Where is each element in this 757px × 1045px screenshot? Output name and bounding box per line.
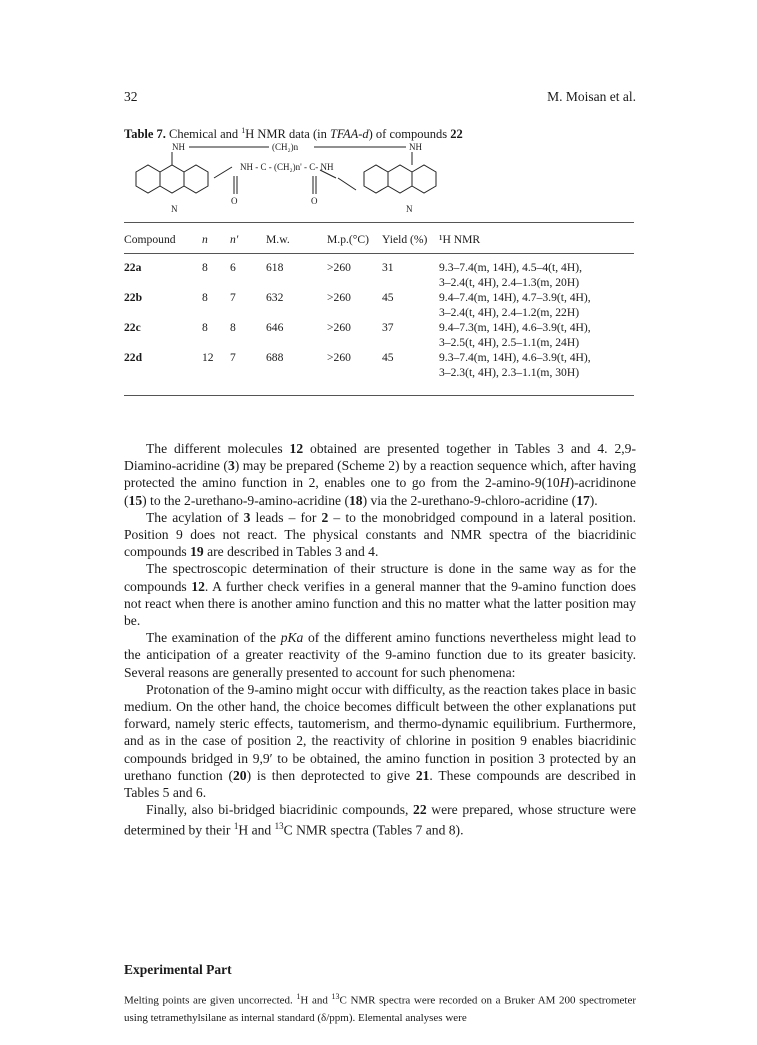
running-header-authors: M. Moisan et al. — [547, 89, 636, 104]
table-row: 22a 8 6 618 >260 31 9.3–7.4(m, 14H), 4.5–4(t, 4H), 3–2.4(t, 4H), 2.4–1.3(m, 20H) — [124, 261, 582, 289]
bond-line — [214, 167, 232, 178]
col-n-prime: n' — [230, 232, 239, 246]
table-row: 22c 8 8 646 >260 37 9.4–7.3(m, 14H), 4.6–3.9(t, 4H), 3–2.5(t, 4H), 2.5–1.1(m, 24H) — [124, 321, 591, 349]
table-label: Table 7. — [124, 127, 166, 142]
paragraph: Finally, also bi-bridged biacridinic compounds, 22 were prepared, whose structure were determined by their $^1$H and $^{13}$C NMR spectra (Tables 7 and 8). — [124, 802, 636, 838]
acridine-n-left: N — [171, 204, 178, 214]
body-text — [124, 440, 636, 839]
chain-top-label: (CH₂)n — [272, 142, 299, 152]
bond-line — [338, 178, 356, 190]
nh-label-right: NH — [409, 142, 422, 152]
col-yield: Yield (%) — [382, 232, 428, 246]
nmr-data-table — [124, 226, 634, 380]
paragraph: The acylation of 3 leads – for 2 – to the monobridged compound in a lateral position. Position 9 does not react. The physical constants and NMR spectra of the biacridinic compounds 19 are described in Tables 3 and 4. — [124, 509, 636, 560]
chain-mid-label: NH - C - (CH₂)n' - C- NH — [240, 162, 334, 172]
page-number: 32 — [124, 89, 138, 104]
table-rule-bottom — [124, 395, 634, 396]
structure-diagram — [124, 140, 484, 216]
benzene-ring — [160, 165, 184, 193]
oxygen-label-2: O — [311, 196, 318, 206]
paragraph: Protonation of the 9-amino might occur with difficulty, as the reaction takes place in basic medium. On the other hand, the choice becomes difficult between the other explanations put forward, namely steric effects, tautomerism, and thermo-dynamic equilibrium. Furthermore, and as in the case of position 2, the reactivity of chlorine in position 9 enables biacridinic compounds bridged in 9,9′ to be obtained, the amino function in position 3 protected by an urethano function (20) is then deprotected to give 21. These compounds are described in Tables 5 and 6. — [124, 681, 636, 801]
acridine-n-right: N — [406, 204, 413, 214]
benzene-ring — [388, 165, 412, 193]
benzene-ring — [364, 165, 388, 193]
table-caption: Table 7. Chemical and $^1$H NMR data (in TFAA-d) of compounds 22 — [124, 126, 463, 142]
nh-label-left: NH — [172, 142, 185, 152]
section-heading: Experimental Part — [124, 962, 232, 977]
benzene-ring — [136, 165, 160, 193]
table-rule-top — [124, 222, 634, 223]
table-row: 22b 8 7 632 >260 45 9.4–7.4(m, 14H), 4.7–3.9(t, 4H), 3–2.4(t, 4H), 2.4–1.2(m, 22H) — [124, 291, 591, 319]
col-mw: M.w. — [266, 232, 290, 246]
table-row: 22d 12 7 688 >260 45 9.3–7.4(m, 14H), 4.6–3.9(t, 4H), 3–2.3(t, 4H), 2.3–1.1(m, 30H) — [124, 351, 591, 379]
experimental-text: Melting points are given uncorrected. $^1$H and $^{13}$C NMR spectra were recorded on a Bruker AM 200 spectrometer using tetramethylsilane as internal standard (δ/ppm). Elemental analyses were — [124, 992, 636, 1024]
paragraph: The examination of the pKa of the different amino functions nevertheless might lead to the anticipation of a greater reactivity of the 9-amino function due to its greater basicity. Several reasons are generally presented to account for such phenomena: — [124, 630, 636, 680]
col-nmr: ¹H NMR — [439, 232, 481, 246]
paragraph: The different molecules 12 obtained are presented together in Tables 3 and 4. 2,9-Diamino-acridine (3) may be prepared (Scheme 2) by a reaction sequence which, after having protected the amino function in 2, enables one to go from the 2-amino-9(10H)-acridinone (15) to the 2-urethano-9-amino-acridine (18) via the 2-urethano-9-chloro-acridine (17). — [124, 441, 636, 508]
benzene-ring — [184, 165, 208, 193]
benzene-ring — [412, 165, 436, 193]
col-compound: Compound — [124, 232, 176, 246]
col-mp: M.p.(°C) — [327, 232, 369, 246]
table-header-row — [124, 226, 634, 252]
oxygen-label-1: O — [231, 196, 238, 206]
paragraph: The spectroscopic determination of their structure is done in the same way as for the compounds 12. A further check verifies in a general manner that the 9-amino function does not react when there is another amino function and this no matter what the latter position may be. — [124, 561, 637, 629]
col-n: n — [202, 232, 208, 246]
